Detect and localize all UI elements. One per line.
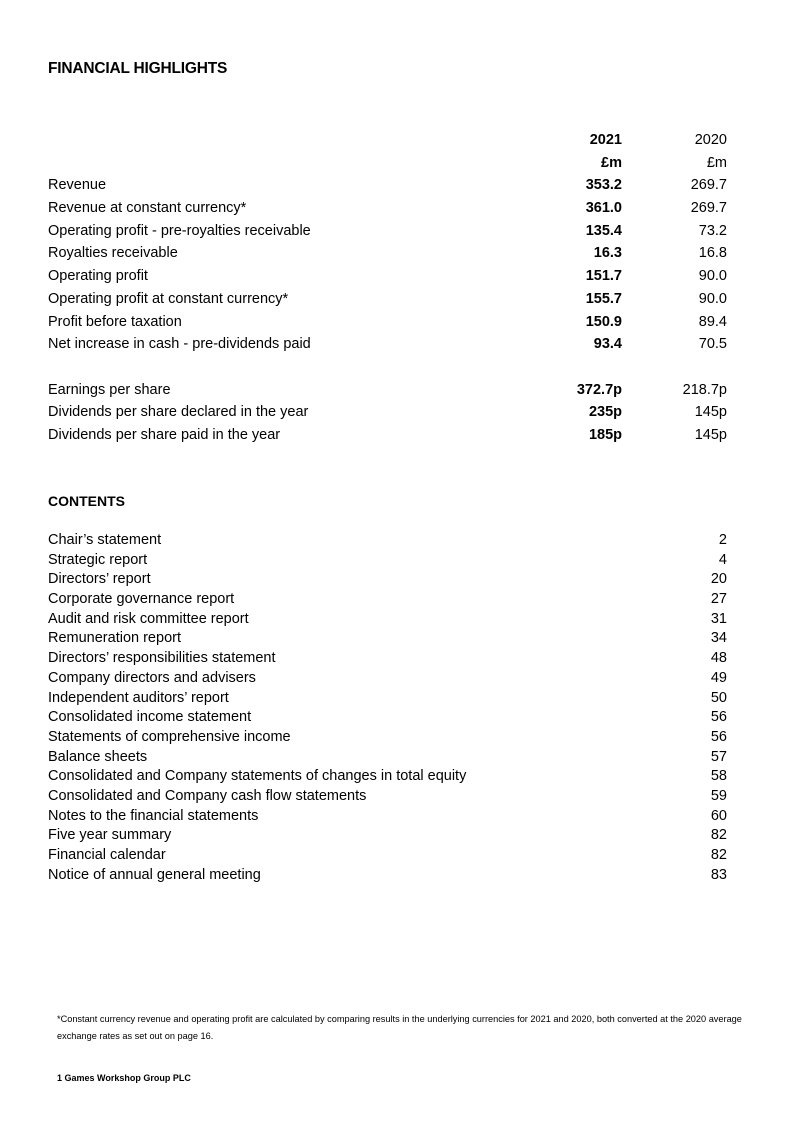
- table-row: [48, 265, 728, 288]
- value-2020: 269.7: [690, 200, 727, 217]
- unit-2021: £m: [601, 154, 622, 171]
- row-label: Operating profit: [48, 268, 148, 285]
- value-2021: 372.7p: [576, 381, 622, 398]
- toc-item[interactable]: [48, 728, 728, 748]
- row-label: Profit before taxation: [48, 313, 182, 330]
- row-label: Dividends per share paid in the year: [48, 426, 281, 443]
- toc-item-label[interactable]: Audit and risk committee report: [48, 610, 249, 627]
- toc-item-label[interactable]: Strategic report: [48, 551, 148, 568]
- toc-page-number: 49: [710, 669, 727, 686]
- toc-item[interactable]: [48, 767, 728, 787]
- toc-item[interactable]: [48, 708, 728, 728]
- table-row: [48, 379, 728, 402]
- toc-page-number: 83: [710, 866, 727, 883]
- financial-highlights-table: [48, 129, 728, 447]
- value-2020: 90.0: [698, 268, 727, 285]
- toc-item[interactable]: [48, 826, 728, 846]
- row-label: Royalties receivable: [48, 245, 178, 262]
- value-2021: 93.4: [593, 336, 622, 353]
- toc-page-number: 57: [710, 748, 727, 765]
- value-2021: 16.3: [593, 245, 622, 262]
- toc-item[interactable]: [48, 669, 728, 689]
- row-label: Dividends per share declared in the year: [48, 404, 309, 421]
- row-label: Operating profit at constant currency*: [48, 290, 289, 307]
- toc-item-label[interactable]: Consolidated and Company statements of changes in total equity: [48, 768, 467, 785]
- toc-item-label[interactable]: Notes to the financial statements: [48, 807, 259, 824]
- value-2020: 16.8: [698, 245, 727, 262]
- unit-2020: £m: [706, 154, 727, 171]
- contents-heading: CONTENTS: [48, 493, 125, 509]
- column-header-2021: 2021: [589, 132, 622, 148]
- value-2020: 70.5: [698, 336, 727, 353]
- toc-item-label[interactable]: Consolidated and Company cash flow statements: [48, 787, 367, 804]
- toc-item[interactable]: [48, 787, 728, 807]
- toc-item-label[interactable]: Financial calendar: [48, 847, 166, 863]
- row-label: Revenue at constant currency*: [48, 200, 247, 217]
- toc-item-label[interactable]: Statements of comprehensive income: [48, 728, 291, 745]
- row-label: Earnings per share: [48, 381, 171, 398]
- toc-item[interactable]: [48, 846, 728, 866]
- row-label: Revenue: [48, 177, 107, 194]
- row-label: Net increase in cash - pre-dividends paid: [48, 336, 311, 353]
- toc-page-number: 60: [710, 807, 727, 824]
- table-row: [48, 311, 728, 334]
- toc-item[interactable]: [48, 866, 728, 886]
- value-2021: 155.7: [585, 290, 622, 307]
- value-2021: 353.2: [585, 177, 622, 194]
- toc-item-label[interactable]: Consolidated income statement: [48, 709, 252, 726]
- page-footer: 1 Games Workshop Group PLC: [57, 1073, 191, 1083]
- toc-item-label[interactable]: Chair’s statement: [48, 532, 162, 548]
- page-title: FINANCIAL HIGHLIGHTS: [48, 60, 228, 77]
- toc-page-number: 20: [710, 571, 727, 588]
- toc-item-label[interactable]: Five year summary: [48, 827, 172, 844]
- table-row: [48, 424, 728, 447]
- value-2020: 269.7: [690, 177, 727, 194]
- toc-page-number: 58: [710, 768, 727, 785]
- toc-item[interactable]: [48, 610, 728, 630]
- toc-page-number: 4: [718, 551, 727, 568]
- table-header-years: [48, 129, 728, 152]
- toc-page-number: 59: [710, 787, 727, 804]
- table-row: [48, 220, 728, 243]
- toc-item-label[interactable]: Directors’ responsibilities statement: [48, 650, 276, 667]
- toc-item-label[interactable]: Balance sheets: [48, 748, 148, 765]
- toc-item[interactable]: [48, 590, 728, 610]
- toc-page-number: 56: [710, 709, 727, 726]
- value-2021: 150.9: [585, 313, 622, 330]
- toc-page-number: 50: [710, 689, 727, 706]
- table-row: [48, 197, 728, 220]
- toc-item-label[interactable]: Notice of annual general meeting: [48, 866, 261, 883]
- table-row: [48, 333, 728, 356]
- footnote: *Constant currency revenue and operating profit are calculated by comparing results in the underlying currencies for 2021 and 2020, both converted at the 2020 average exchange rates as set out on page 16.: [57, 1014, 742, 1041]
- value-2020: 89.4: [698, 313, 727, 330]
- toc-item-label[interactable]: Corporate governance report: [48, 591, 235, 608]
- toc-page-number: 48: [710, 650, 727, 667]
- value-2021: 151.7: [585, 268, 622, 285]
- toc-item[interactable]: [48, 807, 728, 827]
- table-row: [48, 242, 728, 265]
- table-header-units: [48, 152, 728, 175]
- table-row: [48, 288, 728, 311]
- value-2020: 145p: [694, 404, 727, 421]
- toc-item-label[interactable]: Directors’ report: [48, 571, 151, 588]
- toc-page-number: 82: [710, 827, 727, 844]
- toc-page-number: 2: [718, 532, 727, 548]
- value-2020: 145p: [694, 426, 727, 443]
- toc-item[interactable]: [48, 551, 728, 571]
- table-row: [48, 174, 728, 197]
- toc-page-number: 31: [710, 610, 727, 627]
- row-label: Operating profit - pre-royalties receivable: [48, 222, 311, 239]
- table-spacer: [48, 356, 728, 379]
- column-header-2020: 2020: [694, 132, 727, 148]
- toc-item[interactable]: [48, 570, 728, 590]
- toc-item[interactable]: [48, 649, 728, 669]
- toc-item[interactable]: [48, 531, 728, 551]
- value-2020: 90.0: [698, 290, 727, 307]
- value-2021: 235p: [588, 404, 622, 421]
- table-of-contents: [48, 531, 728, 885]
- value-2021: 185p: [588, 426, 622, 443]
- value-2021: 361.0: [585, 200, 622, 217]
- toc-item[interactable]: [48, 629, 728, 649]
- table-row: [48, 401, 728, 424]
- toc-page-number: 56: [710, 728, 727, 745]
- toc-item[interactable]: [48, 748, 728, 768]
- toc-item-label[interactable]: Company directors and advisers: [48, 669, 256, 686]
- value-2021: 135.4: [585, 222, 622, 239]
- toc-page-number: 34: [710, 630, 727, 647]
- toc-page-number: 82: [710, 847, 727, 863]
- toc-item-label[interactable]: Independent auditors’ report: [48, 689, 229, 706]
- toc-page-number: 27: [710, 591, 727, 608]
- value-2020: 73.2: [698, 222, 727, 239]
- toc-item[interactable]: [48, 689, 728, 709]
- value-2020: 218.7p: [682, 381, 727, 398]
- toc-item-label[interactable]: Remuneration report: [48, 630, 181, 647]
